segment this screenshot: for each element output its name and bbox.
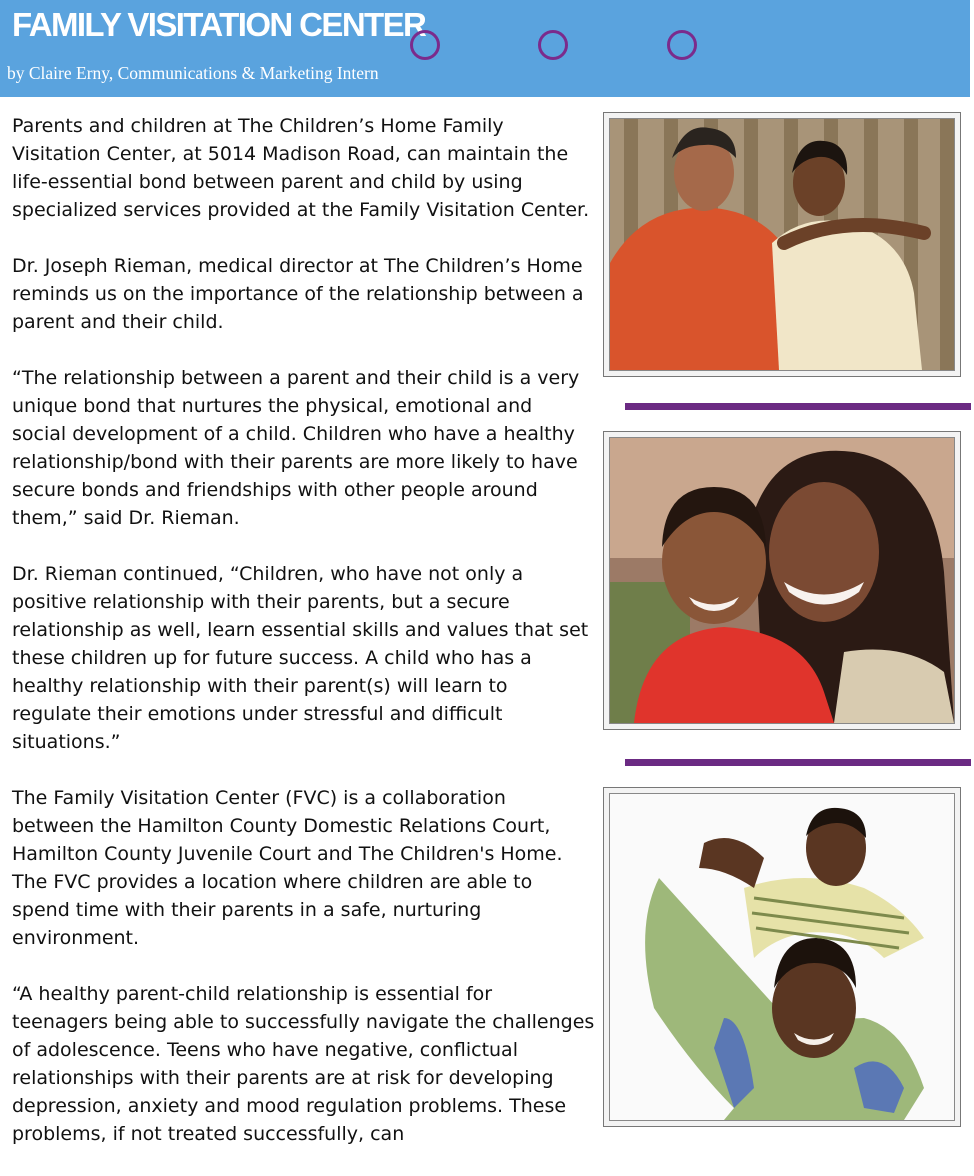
decorative-circle-icon (667, 30, 697, 60)
article-paragraph: The Family Visitation Center (FVC) is a collaboration between the Hamilton County Domestic Relations Court, Hamilton County Juvenile Court and The Children's Home. The FVC provides a location where children are able to spend time with their parents in a safe, nurturing environment. (12, 787, 563, 949)
section-divider (625, 759, 971, 766)
mother-and-son-photo (603, 431, 961, 730)
article-paragraph: “A healthy parent-child relationship is essential for teenagers being able to successfully navigate the challenges of adolescence. Teens who have negative, conflictual relationships with their parents are at risk for developing depression, anxiety and mood regulation problems. These problems, if not treated successfully, can (12, 983, 595, 1145)
father-and-son-photo (603, 112, 961, 377)
article-paragraph: Dr. Rieman continued, “Children, who have not only a positive relationship with their parents, but a secure relationship as well, learn essential skills and values that set these children up for future success. A child who has a healthy relationship with their parent(s) will learn to regulate their emotions under stressful and difficult situations.” (12, 563, 589, 753)
page-title: FAMILY VISITATION CENTER (12, 6, 426, 43)
father-carrying-son-photo (603, 787, 961, 1127)
section-divider (625, 403, 971, 410)
author-byline: by Claire Erny, Communications & Marketing Intern (7, 63, 379, 83)
article-paragraph: Parents and children at The Children’s Home Family Visitation Center, at 5014 Madison Road, can maintain the life-essential bond between parent and child by using specialized services provided at the Family Visitation Center. (12, 115, 590, 221)
decorative-circle-icon (410, 30, 440, 60)
decorative-circle-icon (538, 30, 568, 60)
article-body (12, 112, 597, 1176)
article-paragraph: Dr. Joseph Rieman, medical director at The Children’s Home reminds us on the importance of the relationship between a parent and their child. (12, 255, 584, 333)
article-paragraph: “The relationship between a parent and their child is a very unique bond that nurtures the physical, emotional and social development of a child. Children who have a healthy relationship/bond with their parents are more likely to have secure bonds and friendships with other people around them,” said Dr. Rieman. (12, 367, 580, 529)
header-banner (0, 0, 970, 97)
